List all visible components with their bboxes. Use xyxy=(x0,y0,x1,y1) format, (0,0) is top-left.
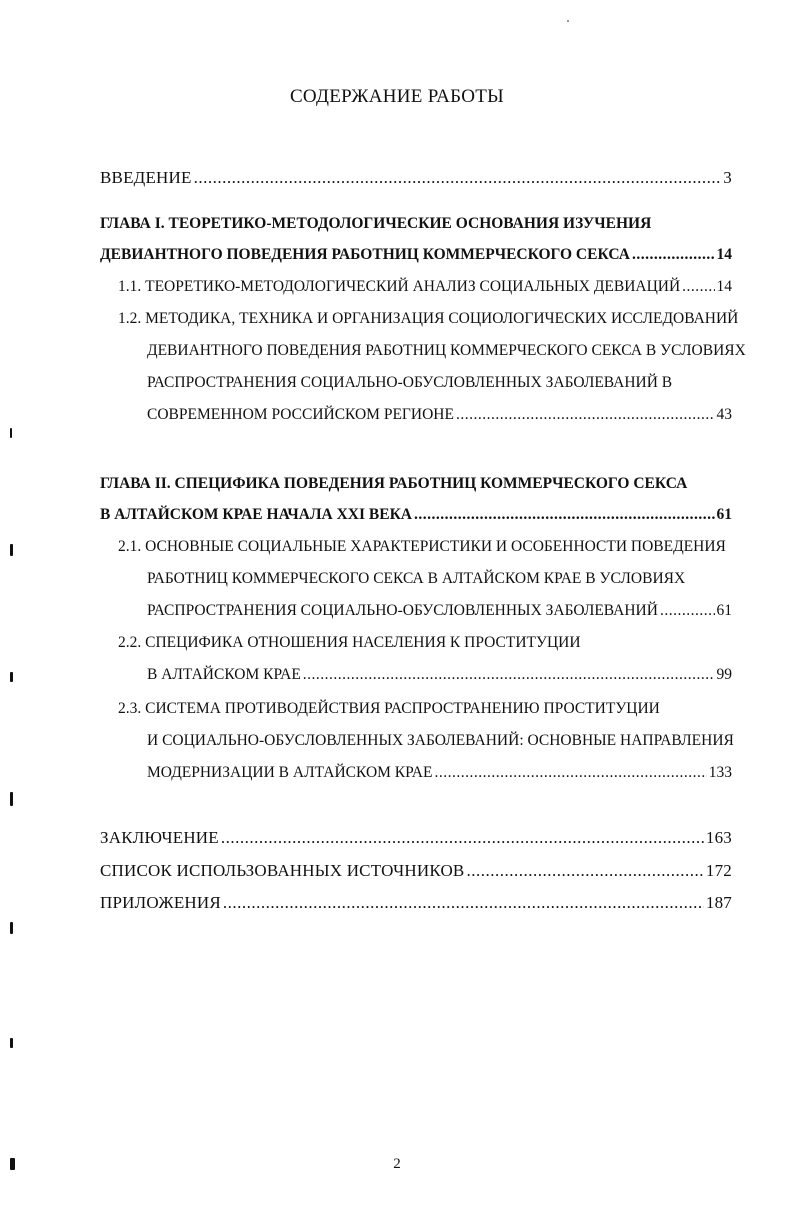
scan-binding-mark xyxy=(10,1158,15,1170)
scan-binding-mark xyxy=(10,792,13,806)
dot-leader xyxy=(660,602,715,620)
toc-entry-section-1-2[interactable] xyxy=(147,406,732,424)
toc-entry-title: ВВЕДЕНИЕ xyxy=(100,168,192,187)
scan-binding-mark xyxy=(10,428,12,438)
dot-leader xyxy=(434,764,706,782)
section-number: 2.1. xyxy=(118,538,142,555)
section-2-3-line-1[interactable] xyxy=(118,700,660,718)
section-2-3-line-2: И СОЦИАЛЬНО-ОБУСЛОВЛЕННЫХ ЗАБОЛЕВАНИЙ: ОСНОВНЫЕ НАПРАВЛЕНИЯ xyxy=(147,732,734,749)
page-title: СОДЕРЖАНИЕ РАБОТЫ xyxy=(289,86,505,107)
dot-leader xyxy=(194,168,722,188)
toc-entry-title: ОСНОВНЫЕ СОЦИАЛЬНЫЕ ХАРАКТЕРИСТИКИ И ОСОБЕННОСТИ ПОВЕДЕНИЯ xyxy=(145,538,726,555)
toc-page-number: 61 xyxy=(716,602,732,619)
toc-entry-title: В АЛТАЙСКОМ КРАЕ НАЧАЛА XXI ВЕКА xyxy=(100,506,412,523)
section-2-1-line-2: РАБОТНИЦ КОММЕРЧЕСКОГО СЕКСА В АЛТАЙСКОМ КРАЕ В УСЛОВИЯХ xyxy=(147,570,686,587)
toc-entry-section-2-3[interactable] xyxy=(147,764,732,782)
section-2-2-line-1[interactable] xyxy=(118,634,581,652)
toc-entry-chapter-2[interactable] xyxy=(100,506,732,524)
toc-entry-title: РАСПРОСТРАНЕНИЯ СОЦИАЛЬНО-ОБУСЛОВЛЕННЫХ ЗАБОЛЕВАНИЙ xyxy=(147,602,658,619)
toc-page-number: 61 xyxy=(716,506,732,523)
toc-entry-title: ПРИЛОЖЕНИЯ xyxy=(100,893,221,912)
toc-page-number: 163 xyxy=(705,828,732,847)
scan-binding-mark xyxy=(10,922,13,934)
toc-entry-conclusion[interactable] xyxy=(100,828,732,848)
toc-page-number: 99 xyxy=(716,666,732,683)
toc-entry-title: В АЛТАЙСКОМ КРАЕ xyxy=(147,666,301,683)
toc-page-number: 133 xyxy=(708,764,732,781)
toc-entry-title: СОВРЕМЕННОМ РОССИЙСКОМ РЕГИОНЕ xyxy=(147,406,454,423)
toc-page-number: 14 xyxy=(716,278,732,295)
scan-binding-mark xyxy=(10,672,13,682)
toc-entry-section-2-1[interactable] xyxy=(147,602,732,620)
section-number: 2.2. xyxy=(118,634,142,651)
toc-entry-title: ТЕОРЕТИКО-МЕТОДОЛОГИЧЕСКИЙ АНАЛИЗ СОЦИАЛЬНЫХ ДЕВИАЦИЙ xyxy=(145,278,681,295)
toc-page-number: 43 xyxy=(716,406,732,423)
section-1-2-line-1[interactable] xyxy=(118,310,738,328)
toc-entry-section-1-1[interactable] xyxy=(118,278,732,296)
scan-binding-mark xyxy=(10,544,13,556)
toc-entry-chapter-1[interactable] xyxy=(100,246,732,264)
section-1-2-line-2: ДЕВИАНТНОГО ПОВЕДЕНИЯ РАБОТНИЦ КОММЕРЧЕСКОГО СЕКСА В УСЛОВИЯХ xyxy=(147,342,746,359)
toc-entry-title: ДЕВИАНТНОГО ПОВЕДЕНИЯ РАБОТНИЦ КОММЕРЧЕСКОГО СЕКСА xyxy=(100,246,630,263)
chapter-2-title: ГЛАВА II. СПЕЦИФИКА ПОВЕДЕНИЯ РАБОТНИЦ КОММЕРЧЕСКОГО СЕКСА xyxy=(100,475,688,492)
toc-page-number: 187 xyxy=(705,893,732,912)
toc-entry-title: СПИСОК ИСПОЛЬЗОВАННЫХ ИСТОЧНИКОВ xyxy=(100,861,465,880)
toc-entry-introduction[interactable] xyxy=(100,168,732,188)
page-number: 2 xyxy=(393,1156,401,1172)
toc-page-number: 14 xyxy=(716,246,732,263)
toc-entry-title: СИСТЕМА ПРОТИВОДЕЙСТВИЯ РАСПРОСТРАНЕНИЮ ПРОСТИТУЦИИ xyxy=(145,700,660,717)
dot-leader xyxy=(414,506,715,524)
dot-leader xyxy=(682,278,714,296)
toc-page-number: 172 xyxy=(705,861,732,880)
toc-entry-title: МЕТОДИКА, ТЕХНИКА И ОРГАНИЗАЦИЯ СОЦИОЛОГИЧЕСКИХ ИССЛЕДОВАНИЙ xyxy=(145,310,739,327)
toc-page-number: 3 xyxy=(723,168,732,187)
toc-entry-appendices[interactable] xyxy=(100,893,732,913)
section-number: 2.3. xyxy=(118,700,142,717)
dot-leader xyxy=(221,828,704,848)
toc-entry-sources[interactable] xyxy=(100,861,732,881)
scan-speck xyxy=(567,20,569,22)
section-number: 1.2. xyxy=(118,310,142,327)
dot-leader xyxy=(466,861,703,881)
section-number: 1.1. xyxy=(118,278,142,295)
section-1-2-line-3: РАСПРОСТРАНЕНИЯ СОЦИАЛЬНО-ОБУСЛОВЛЕННЫХ ЗАБОЛЕВАНИЙ В xyxy=(147,374,673,391)
toc-entry-title: ЗАКЛЮЧЕНИЕ xyxy=(100,828,219,847)
dot-leader xyxy=(303,666,715,684)
toc-entry-section-2-2[interactable] xyxy=(147,666,732,684)
toc-entry-title: МОДЕРНИЗАЦИИ В АЛТАЙСКОМ КРАЕ xyxy=(147,764,433,781)
dot-leader xyxy=(456,406,715,424)
toc-entry-title: СПЕЦИФИКА ОТНОШЕНИЯ НАСЕЛЕНИЯ К ПРОСТИТУЦИИ xyxy=(145,634,581,651)
section-2-1-line-1[interactable] xyxy=(118,538,726,556)
scan-binding-mark xyxy=(10,1038,13,1048)
dot-leader xyxy=(223,893,704,913)
dot-leader xyxy=(632,246,715,264)
chapter-1-title: ГЛАВА I. ТЕОРЕТИКО-МЕТОДОЛОГИЧЕСКИЕ ОСНОВАНИЯ ИЗУЧЕНИЯ xyxy=(100,215,652,232)
